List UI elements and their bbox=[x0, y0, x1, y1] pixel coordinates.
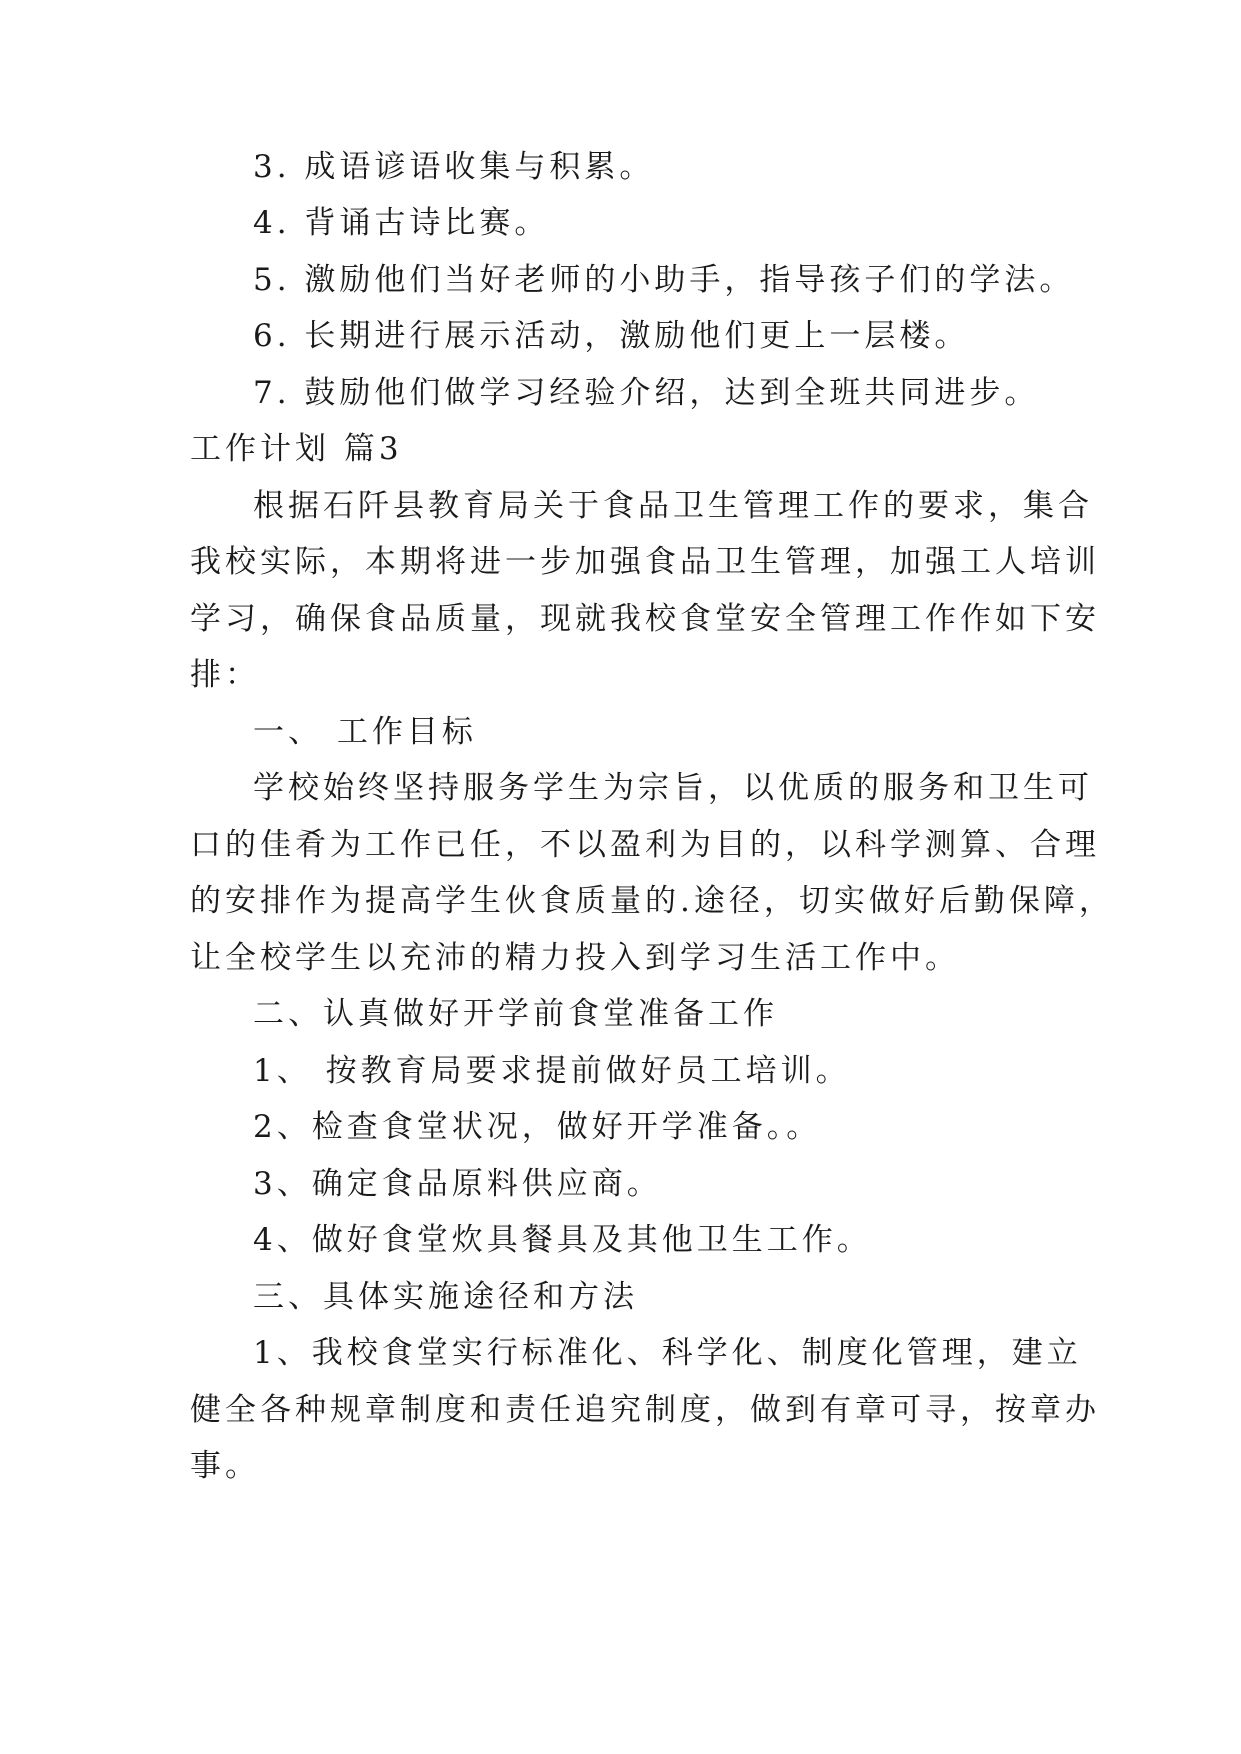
list-item: 3、确定食品原料供应商。 bbox=[253, 1166, 662, 1202]
paragraph-line: 事。 bbox=[190, 1448, 260, 1484]
paragraph-line: 学习，确保食品质量，现就我校食堂安全管理工作作如下安 bbox=[190, 601, 1100, 637]
list-item-4: 4. 背诵古诗比赛。 bbox=[253, 205, 550, 241]
subsection-heading: 一、 工作目标 bbox=[253, 714, 477, 750]
paragraph-line: 学校始终坚持服务学生为宗旨，以优质的服务和卫生可 bbox=[253, 770, 1093, 806]
paragraph-line: 让全校学生以充沛的精力投入到学习生活工作中。 bbox=[190, 940, 960, 976]
list-item-3: 3. 成语谚语收集与积累。 bbox=[253, 149, 655, 185]
section-heading: 工作计划 篇3 bbox=[190, 431, 403, 467]
list-item: 1、 按教育局要求提前做好员工培训。 bbox=[253, 1053, 851, 1089]
paragraph-line: 1、我校食堂实行标准化、科学化、制度化管理，建立 bbox=[253, 1335, 1082, 1371]
list-item-7: 7. 鼓励他们做学习经验介绍，达到全班共同进步。 bbox=[253, 375, 1040, 411]
paragraph-line: 我校实际，本期将进一步加强食品卫生管理，加强工人培训 bbox=[190, 544, 1100, 580]
paragraph-line: 根据石阡县教育局关于食品卫生管理工作的要求，集合 bbox=[253, 488, 1093, 524]
list-item-6: 6. 长期进行展示活动，激励他们更上一层楼。 bbox=[253, 318, 970, 354]
subsection-heading: 三、具体实施途径和方法 bbox=[253, 1279, 638, 1315]
subsection-heading: 二、认真做好开学前食堂准备工作 bbox=[253, 996, 778, 1032]
paragraph-line: 排： bbox=[190, 657, 260, 693]
list-item: 4、做好食堂炊具餐具及其他卫生工作。 bbox=[253, 1222, 872, 1258]
list-item: 2、检查食堂状况，做好开学准备。。 bbox=[253, 1109, 822, 1145]
paragraph-line: 健全各种规章制度和责任追究制度，做到有章可寻，按章办 bbox=[190, 1392, 1100, 1428]
paragraph-line: 的安排作为提高学生伙食质量的.途径，切实做好后勤保障， bbox=[190, 883, 1114, 919]
list-item-5: 5. 激励他们当好老师的小助手，指导孩子们的学法。 bbox=[253, 262, 1075, 298]
paragraph-line: 口的佳肴为工作已任，不以盈利为目的，以科学测算、合理 bbox=[190, 827, 1100, 863]
